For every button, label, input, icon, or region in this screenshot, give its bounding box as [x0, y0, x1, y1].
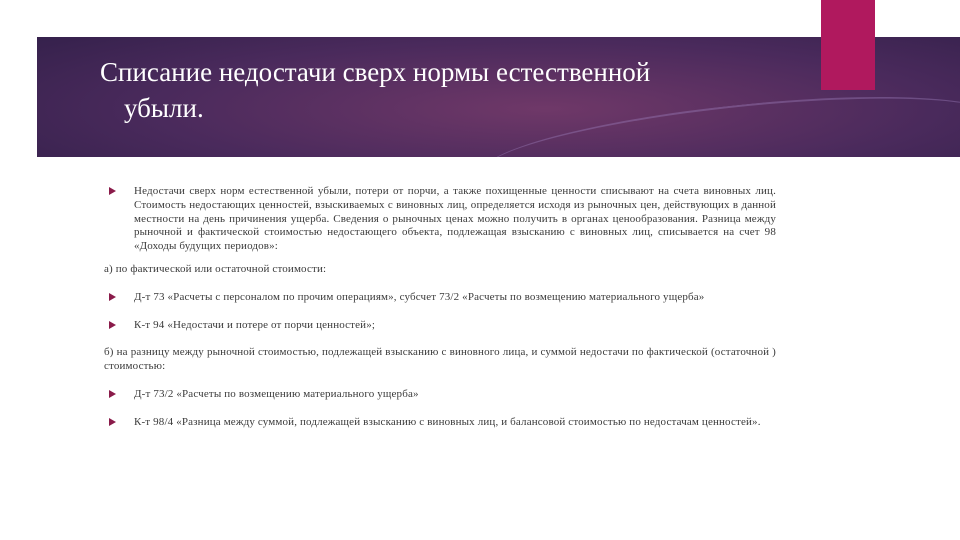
bullet-triangle-icon	[109, 293, 116, 301]
intro-text: Недостачи сверх норм естественной убыли, потери от порчи, а также похищенные ценности списывают на счета виновных лиц. Стоимость недостающих ценностей, взыскиваемых с виновных лиц, определяется исходя из рыночных цен, действующих в данной местности на день причинения ущерба. Сведения о рыночных ценах можно получить в органах ценообразования. Разница между рыночной и фактической стоимостью недостающего объекта, подлежащая взысканию с виновных лиц, списывается на счет 98 «Доходы будущих периодов»:	[134, 185, 776, 253]
b-item-1-text: Д-т 73/2 «Расчеты по возмещению материального ущерба»	[134, 387, 419, 400]
bullet-item	[104, 388, 776, 402]
accent-bar	[821, 0, 875, 90]
slide-title-line1: Списание недостачи сверх нормы естественной	[100, 57, 651, 87]
slide-title	[100, 54, 780, 126]
bullet-item	[104, 291, 776, 305]
bullet-item	[104, 185, 776, 254]
bullet-triangle-icon	[109, 418, 116, 426]
section-b-heading: б) на разницу между рыночной стоимостью, подлежащей взысканию с виновного лица, и суммой недостачи по фактической (остаточной ) стоимостью:	[104, 346, 776, 373]
bullet-item	[104, 319, 776, 333]
slide-title-line2: убыли.	[124, 93, 204, 123]
a-item-1-text: Д-т 73 «Расчеты с персоналом по прочим операциям», субсчет 73/2 «Расчеты по возмещению материального ущерба»	[134, 290, 705, 303]
bullet-triangle-icon	[109, 187, 116, 195]
a-item-2-text: К-т 94 «Недостачи и потере от порчи ценностей»;	[134, 318, 376, 331]
bullet-triangle-icon	[109, 321, 116, 329]
b-item-2-text: К-т 98/4 «Разница между суммой, подлежащей взысканию с виновных лиц, и балансовой стоимостью по недостачам ценностей».	[134, 415, 761, 428]
bullet-triangle-icon	[109, 390, 116, 398]
section-a-heading: а) по фактической или остаточной стоимости:	[104, 262, 327, 275]
bullet-item	[104, 416, 776, 430]
slide-body	[104, 185, 776, 430]
